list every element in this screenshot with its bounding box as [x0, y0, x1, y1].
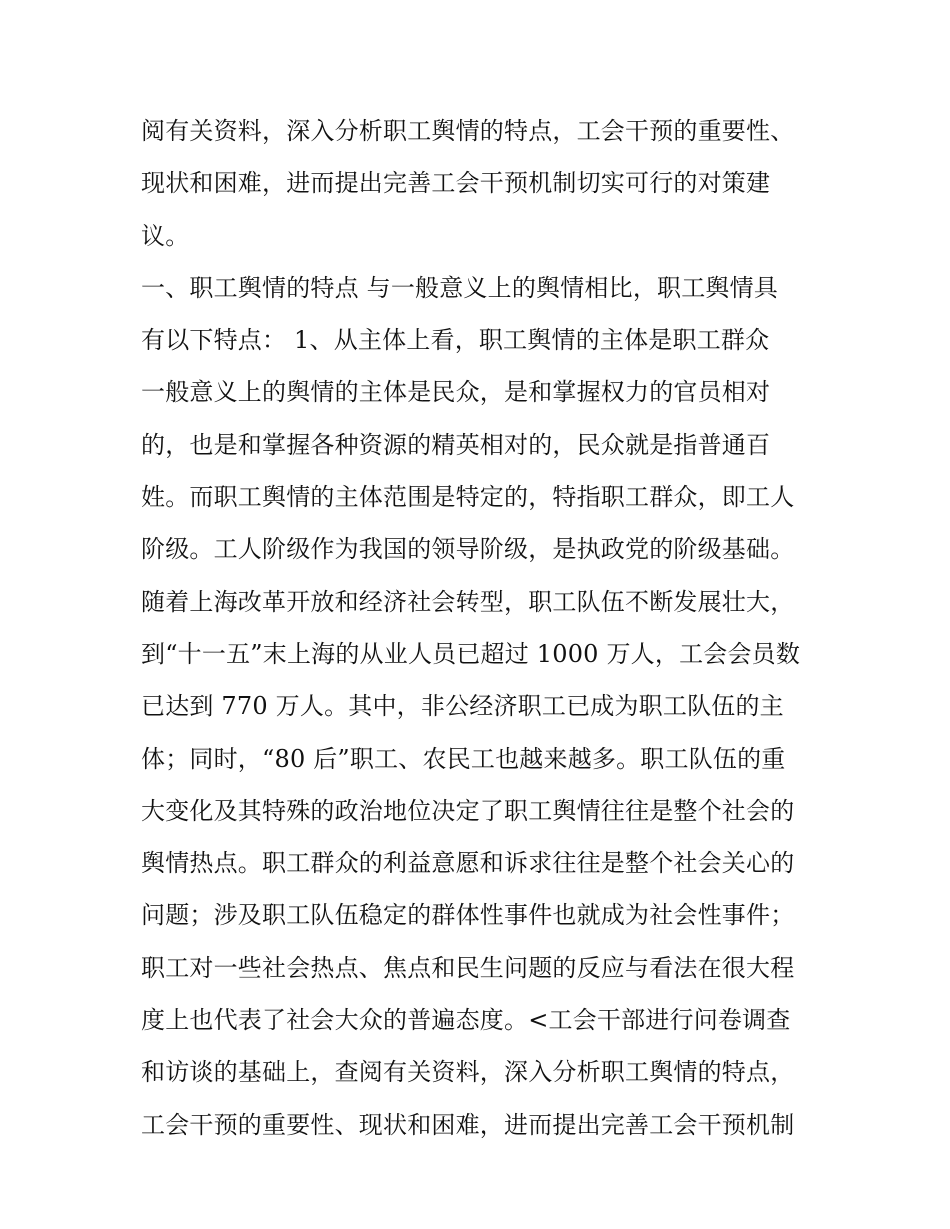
- text-line: 舆情热点。职工群众的利益意愿和诉求往往是整个社会关心的: [141, 849, 795, 878]
- text-line: 工会干预的重要性、现状和困难，进而提出完善工会干预机制: [141, 1110, 795, 1139]
- text-line: 一般意义上的舆情的主体是民众，是和掌握权力的官员相对: [141, 378, 771, 407]
- text-line: 问题；涉及职工队伍稳定的群体性事件也就成为社会性事件；: [141, 901, 795, 930]
- text-line: 姓。而职工舆情的主体范围是特定的，特指职工群众，即工人: [141, 483, 795, 512]
- text-line: 随着上海改革开放和经济社会转型，职工队伍不断发展壮大，: [141, 587, 795, 616]
- text-line: 大变化及其特殊的政治地位决定了职工舆情往往是整个社会的: [141, 796, 795, 825]
- text-line: 的，也是和掌握各种资源的精英相对的，民众就是指普通百: [141, 430, 771, 459]
- text-line: 现状和困难，进而提出完善工会干预机制切实可行的对策建: [141, 169, 771, 198]
- text-line: 已达到 770 万人。其中，非公经济职工已成为职工队伍的主: [141, 692, 784, 721]
- text-line: 体；同时，“80 后”职工、农民工也越来越多。职工队伍的重: [141, 744, 786, 773]
- text-line: 一、职工舆情的特点 与一般意义上的舆情相比，职工舆情具: [141, 273, 779, 302]
- text-line: 到“十一五”末上海的从业人员已超过 1000 万人，工会会员数: [141, 639, 801, 668]
- text-line: 度上也代表了社会大众的普遍态度。<工会干部进行问卷调查: [141, 1006, 791, 1035]
- text-line: 职工对一些社会热点、焦点和民生问题的反应与看法在很大程: [141, 953, 795, 982]
- text-line: 阅有关资料，深入分析职工舆情的特点，工会干预的重要性、: [141, 117, 795, 145]
- text-line: 阶级。工人阶级作为我国的领导阶级，是执政党的阶级基础。: [141, 535, 795, 564]
- text-line: 和访谈的基础上，查阅有关资料，深入分析职工舆情的特点，: [141, 1058, 795, 1087]
- text-line: 有以下特点： 1、从主体上看，职工舆情的主体是职工群众: [141, 326, 770, 355]
- text-line: 议。: [141, 221, 190, 250]
- body-text: [141, 105, 821, 1151]
